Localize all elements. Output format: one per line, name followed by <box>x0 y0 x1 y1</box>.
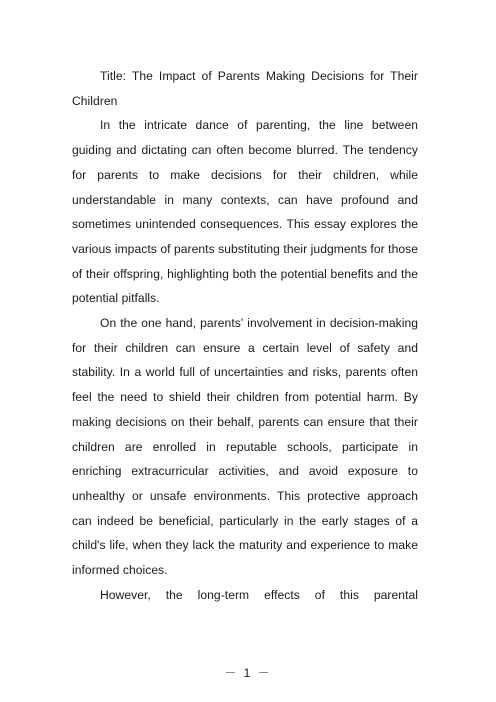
paragraph-3: However, the long-term effects of this parental <box>100 587 418 602</box>
document-title: Title: The Impact of Parents Making Decisions for Their Children <box>72 69 418 108</box>
paragraph-1: In the intricate dance of parenting, the line between guiding and dictating can often become blurred. The tendency for parents to make decisions for their children, while understandable in many contexts, can have profound and sometimes unintended consequences. This essay explores the various impacts of parents substituting their judgments for those of their offspring, highlighting both the potential benefits and the potential pitfalls. <box>72 118 418 306</box>
document-body <box>72 64 418 607</box>
page-number: － 1 － <box>224 666 272 680</box>
paragraph-2: On the one hand, parents' involvement in decision-making for their children can ensure a certain level of safety and stability. In a world full of uncertainties and risks, parents often feel the need to shield their children from potential harm. By making decisions on their behalf, parents can ensure that their children are enrolled in reputable schools, participate in enriching extracurricular activities, and avoid exposure to unhealthy or unsafe environments. This protective approach can indeed be beneficial, particularly in the early stages of a child's life, when they lack the maturity and experience to make informed choices. <box>72 316 418 578</box>
